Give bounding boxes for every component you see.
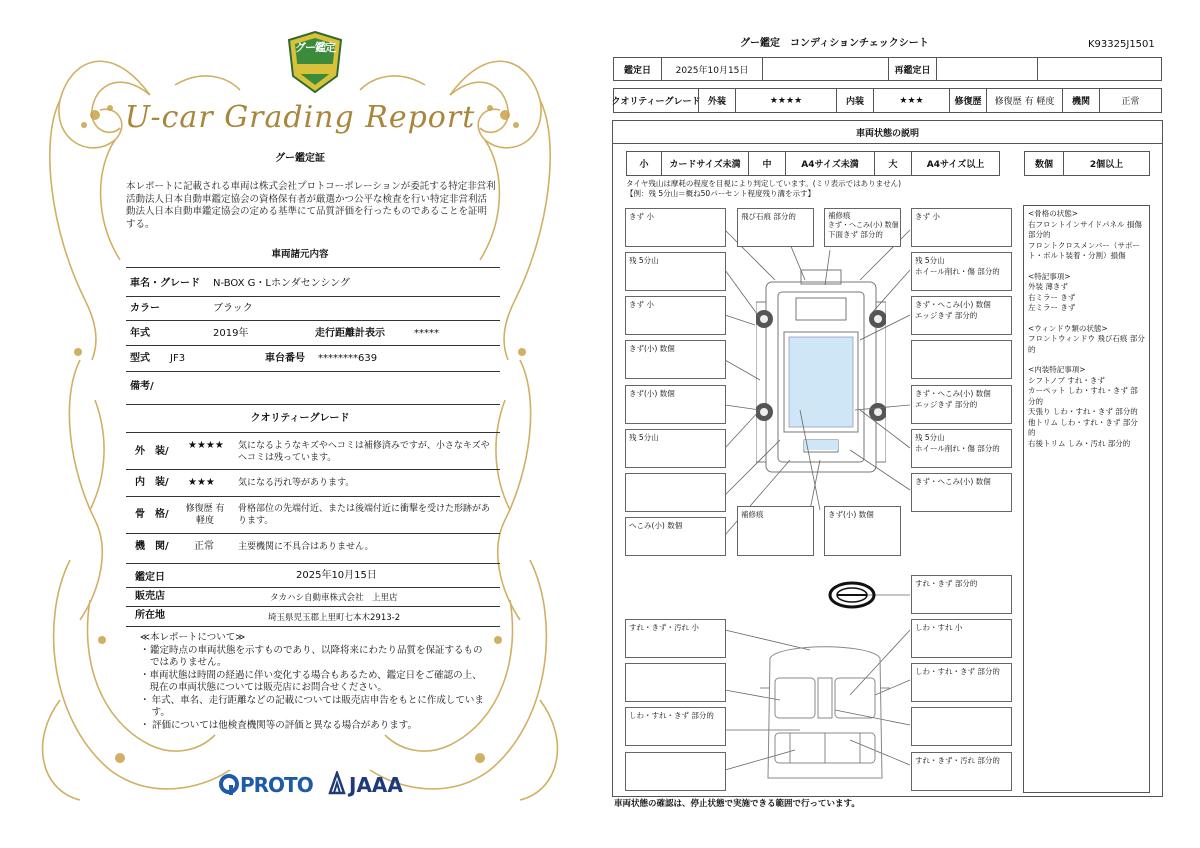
size-key: 数個 xyxy=(1034,160,1053,170)
size-medium-key xyxy=(748,151,786,176)
spec-year-label: 年式 xyxy=(130,328,150,339)
date-value-cell xyxy=(661,57,763,81)
size-small-value xyxy=(661,151,749,176)
grade-engine-value: 正常 xyxy=(194,541,214,552)
int-box-right-3 xyxy=(911,707,1012,746)
size-value: カードサイズ未満 xyxy=(669,160,741,170)
tire-note-1: タイヤ残山は摩耗の程度を目視により判定しています。(ミリ表示ではありません) xyxy=(626,179,902,188)
notes-line: カーペット しわ・すれ・きず 部分的 xyxy=(1028,386,1138,406)
address-value: 埼玉県児玉郡上里町七本木2913-2 xyxy=(268,613,401,623)
date-label: 鑑定日 xyxy=(623,65,651,76)
steering-wheel-icon xyxy=(827,580,877,610)
ext-box-text: きず・へこみ(小) 数個 xyxy=(828,220,899,229)
ext-box-text: 補修痕 xyxy=(828,211,851,220)
ext-box-text: エッジきず 部分的 xyxy=(915,311,978,320)
int-box-text: しわ・すれ・きず 部分的 xyxy=(915,667,1000,676)
size-value: A4サイズ以上 xyxy=(926,160,985,170)
doc-id: K93325J1501 xyxy=(1088,39,1155,50)
int-box-left-3 xyxy=(625,707,726,746)
grade-engine-label: 機 関/ xyxy=(135,541,169,552)
size-key: 大 xyxy=(888,160,898,170)
jaaa-logo-icon xyxy=(328,771,346,795)
notes-special-heading: <特記事項> xyxy=(1028,271,1071,281)
size-small-key xyxy=(626,151,662,176)
int-box-steering xyxy=(911,575,1012,614)
ext-box-text: きず・へこみ(小) 数個 xyxy=(915,389,991,398)
report-script-title: U-car Grading Report xyxy=(124,100,476,135)
grade-label: クオリティーグレード xyxy=(611,97,701,107)
car-interior-diagram xyxy=(760,638,890,788)
ext-box-left-1 xyxy=(625,208,726,247)
spec-color-label: カラー xyxy=(130,303,160,314)
grade-frame-desc: 骨格部位の先端付近、または後端付近に衝撃を受けた形跡があります。 xyxy=(238,504,491,526)
ext-box-text: きず(小) 数個 xyxy=(828,510,874,519)
grade-interior-value: ★★★ xyxy=(188,477,215,488)
ext-label-cell xyxy=(698,88,736,113)
ext-box-text: 飛び石痕 部分的 xyxy=(741,212,796,221)
spec-name-value: N-BOX G・Lホンダセンシング xyxy=(213,278,350,289)
grade-interior-label: 内 装/ xyxy=(135,477,169,488)
appraisal-date-label: 鑑定日 xyxy=(135,572,165,583)
ext-box-text: 下面きず 部分的 xyxy=(828,230,883,239)
int-box-left-2 xyxy=(625,663,726,702)
ext-box-top-2 xyxy=(824,208,901,247)
ext-box-left-5 xyxy=(625,385,726,424)
footer-note: 車両状態の確認は、停止状態で実施できる範囲で行っています。 xyxy=(614,799,860,809)
repair-value: 修復歴 有 軽度 xyxy=(994,97,1055,107)
note-item: 年式、車名、走行距離などの記載については販売店申告をもとに作成しています。 xyxy=(151,695,484,718)
repair-label-cell xyxy=(949,88,987,113)
notes-window-heading: <ウィンドウ類の状態> xyxy=(1028,323,1108,333)
size-key: 中 xyxy=(762,160,772,170)
note-item: 評価については他検査機関等の評価と異なる場合があります。 xyxy=(152,720,418,731)
condition-title-cell xyxy=(612,120,1163,144)
ext-value-cell xyxy=(735,88,837,113)
grade-exterior-label: 外 装/ xyxy=(135,446,169,457)
int-box-text: すれ・きず・汚れ 部分的 xyxy=(915,756,1000,765)
grade-engine-desc: 主要機関に不具合はありません。 xyxy=(238,542,374,552)
ext-box-left-6 xyxy=(625,429,726,468)
engine-value: 正常 xyxy=(1121,97,1140,107)
ext-box-text: きず 小 xyxy=(629,212,654,221)
ext-box-top-3 xyxy=(911,208,1012,247)
int-box-text: すれ・きず 部分的 xyxy=(915,579,978,588)
grade-label-cell xyxy=(613,88,699,113)
ext-box-text: きず(小) 数個 xyxy=(629,344,675,353)
ext-box-right-4 xyxy=(911,385,1012,424)
redate-value-cell xyxy=(936,57,1038,81)
notes-line: シフトノブ すれ・きず xyxy=(1028,375,1105,385)
proto-logo: PROTO xyxy=(240,773,313,797)
notes-line: 天張り しわ・すれ・きず 部分的 xyxy=(1028,407,1138,416)
ext-box-bottom-2 xyxy=(824,506,901,556)
repair-label: 修復歴 xyxy=(954,97,982,107)
ext-box-text: 残 5分山 xyxy=(915,256,945,265)
date-label-cell xyxy=(613,57,662,81)
int-box-text: しわ・すれ・きず 部分的 xyxy=(629,711,714,720)
grade-exterior-value: ★★★★ xyxy=(188,440,224,451)
size-large-key xyxy=(874,151,912,176)
int-box-right-1 xyxy=(911,619,1012,658)
dealer-value: タカハシ自動車株式会社 上里店 xyxy=(270,593,398,603)
ext-box-text: エッジきず 部分的 xyxy=(915,400,978,409)
proto-logo-icon xyxy=(218,773,240,795)
cert-text: 本レポートに記載される車両は株式会社プロトコーポレーションが委託する特定非営利活動法人日本自動車鑑定協会の資格保有者が厳選かつ公平な検査を行い特定非営利活動法人日本自動車鑑定協会の定める基準にて品質評価を行ったものであることを証明する。 xyxy=(126,181,496,230)
ext-box-text: きず・へこみ(小) 数個 xyxy=(915,477,991,486)
repair-value-cell xyxy=(986,88,1063,113)
notes-line: 右フロントインサイドパネル 損傷部分的 xyxy=(1028,219,1142,239)
ext-box-text: ホイール削れ・傷 部分的 xyxy=(915,444,1000,453)
ext-box-right-3 xyxy=(911,340,1012,379)
spec-type-label: 型式 xyxy=(130,353,150,364)
int-box-right-4 xyxy=(911,752,1012,791)
size-key: 小 xyxy=(639,160,649,170)
ext-box-text: きず(小) 数個 xyxy=(629,389,675,398)
notes-line: フロントウィンドウ 飛び石痕 部分的 xyxy=(1028,334,1145,354)
int-label-cell xyxy=(836,88,874,113)
ext-box-text: 補修痕 xyxy=(741,510,764,519)
notes-interior-heading: <内装特記事項> xyxy=(1028,365,1086,374)
notes-line: 右ミラー きず xyxy=(1028,292,1076,302)
engine-label-cell xyxy=(1062,88,1100,113)
spec-year-value: 2019年 xyxy=(213,328,249,339)
int-box-left-4 xyxy=(625,752,726,791)
ext-box-right-2 xyxy=(911,296,1012,335)
size-large-value xyxy=(911,151,1000,176)
notes-list: ・ 鑑定時点の車両状態を示すものであり、以降将来にわたり品質を保証するものではありません。 ・ 車両状態は時間の経過に伴い変化する場合もあるため、鑑定日をご確認の上、現在の車両状態については販売店にお問合せください。 ・ 年式、車名、走行距離などの記載については販売店申告をもとに作成しています。 ・ 評価については他検査機関等の評価と異なる場合があります。 xyxy=(140,645,490,732)
ext-box-left-4 xyxy=(625,340,726,379)
ext-box-text: きず 小 xyxy=(915,212,940,221)
note-item: 鑑定時点の車両状態を示すものであり、以降将来にわたり品質を保証するものではありません。 xyxy=(149,645,483,668)
ext-box-left-8 xyxy=(625,517,726,556)
ext-box-left-2 xyxy=(625,252,726,291)
notes-panel xyxy=(1023,205,1150,793)
ext-box-right-1 xyxy=(911,252,1012,291)
notes-line: 他トリム しわ・すれ・きず 部分的 xyxy=(1028,417,1138,437)
note-item: 車両状態は時間の経過に伴い変化する場合もあるため、鑑定日をご確認の上、現在の車両状態については販売店にお問合せください。 xyxy=(149,670,482,693)
spec-type-value: JF3 xyxy=(170,353,186,364)
ext-box-text: ホイール削れ・傷 部分的 xyxy=(915,267,1000,276)
ext-box-text: 残 5分山 xyxy=(629,256,659,265)
spec-remarks-label: 備考/ xyxy=(130,381,154,392)
ext-box-right-5 xyxy=(911,429,1012,468)
ext-box-text: きず 小 xyxy=(629,300,654,309)
ext-box-right-6 xyxy=(911,473,1012,512)
size-value: 2個以上 xyxy=(1089,160,1124,170)
int-box-text: すれ・きず・汚れ 小 xyxy=(629,623,699,632)
ext-box-text: 残 5分山 xyxy=(629,433,659,442)
grade-exterior-desc: 気になるようなキズやヘコミは補修済みですが、小さなキズやヘコミは残っています。 xyxy=(238,441,490,463)
redate-label: 再鑑定日 xyxy=(894,65,931,76)
date-value: 2025年10月15日 xyxy=(675,65,749,76)
spec-color-value: ブラック xyxy=(213,303,253,314)
size-value: A4サイズ未満 xyxy=(801,160,859,170)
grade-frame-label: 骨 格/ xyxy=(135,509,169,520)
grade-frame-value: 修復歴 有 軽度 xyxy=(185,504,225,526)
cert-title: グー鑑定証 xyxy=(275,153,325,164)
engine-label: 機関 xyxy=(1071,97,1090,107)
spec-title: 車両諸元内容 xyxy=(271,249,329,260)
notes-line: 右後トリム しみ・汚れ 部分的 xyxy=(1028,438,1131,448)
notes-frame-heading: <骨格の状態> xyxy=(1028,209,1079,218)
notes-title: ≪本レポートについて≫ xyxy=(140,632,246,643)
int-value: ★★★ xyxy=(899,95,924,106)
ext-box-left-3 xyxy=(625,296,726,335)
quality-title: クオリティーグレード xyxy=(250,413,350,424)
address-label: 所在地 xyxy=(135,610,165,621)
ext-box-text: 残 5分山 xyxy=(915,433,945,442)
blank-cell xyxy=(1037,57,1162,81)
notes-line: フロントクロスメンバー（サポート・ボルト装着・分割）損傷 xyxy=(1028,240,1140,260)
spec-mileage-label: 走行距離計表示 xyxy=(315,328,385,339)
tire-note-2: 【例：残 5分山＝概ね50パーセント程度残り溝を示す】 xyxy=(626,189,816,198)
size-medium-value xyxy=(785,151,875,176)
spec-chassis-label: 車台番号 xyxy=(265,353,305,364)
size-count-value xyxy=(1063,151,1150,176)
int-value-cell xyxy=(873,88,950,113)
blank-cell xyxy=(762,57,889,81)
appraisal-date-value: 2025年10月15日 xyxy=(296,570,377,581)
engine-value-cell xyxy=(1099,88,1162,113)
ext-value: ★★★★ xyxy=(769,95,803,106)
sheet-title: グー鑑定 コンディションチェックシート xyxy=(740,38,929,49)
ext-box-bottom-1 xyxy=(737,506,814,556)
redate-label-cell xyxy=(888,57,937,81)
ext-box-text: へこみ(小) 数個 xyxy=(629,521,683,530)
notes-line: 外装 薄きず xyxy=(1028,282,1068,291)
ext-box-top-1 xyxy=(737,208,814,247)
ext-box-left-7 xyxy=(625,473,726,512)
notes-line: 左ミラー きず xyxy=(1028,303,1076,312)
grade-interior-desc: 気になる汚れ等があります。 xyxy=(238,478,355,488)
int-box-left-1 xyxy=(625,619,726,658)
spec-mileage-value: ***** xyxy=(414,328,439,339)
ext-label: 外装 xyxy=(707,97,726,107)
ext-box-text: きず・へこみ(小) 数個 xyxy=(915,300,991,309)
dealer-label: 販売店 xyxy=(135,591,165,602)
condition-title: 車両状態の説明 xyxy=(855,128,919,139)
int-box-right-2 xyxy=(911,663,1012,702)
jaaa-logo: JAAA xyxy=(349,773,403,797)
int-label: 内装 xyxy=(845,97,864,107)
spec-name-label: 車名・グレード xyxy=(130,278,200,289)
spec-chassis-value: ********639 xyxy=(318,353,378,364)
logo-text: グー鑑定 xyxy=(295,41,335,54)
size-count-key xyxy=(1024,151,1064,176)
int-box-text: しわ・すれ 小 xyxy=(915,623,963,632)
